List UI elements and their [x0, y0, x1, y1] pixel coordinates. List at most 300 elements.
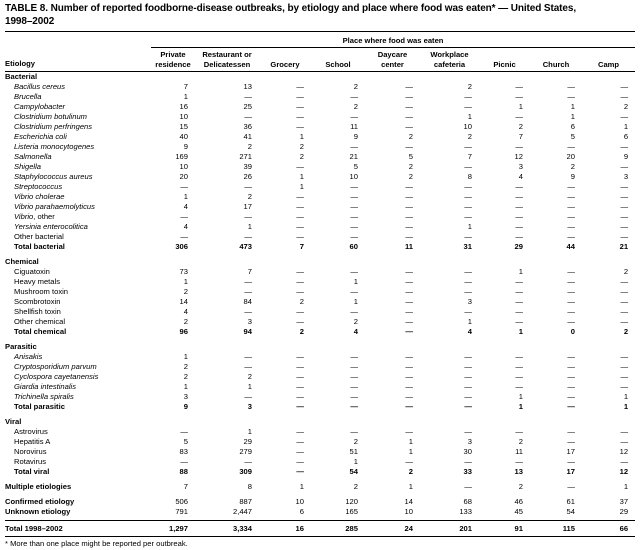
- column-header-line2: cafeteria: [433, 59, 466, 69]
- etiology-label: [5, 427, 151, 437]
- etiology-label: [5, 172, 151, 182]
- value-cell: 60: [349, 242, 358, 251]
- value-cell: 51: [349, 447, 358, 456]
- value-cell: 1: [570, 102, 575, 111]
- etiology-name: Trichinella spiralis: [14, 392, 74, 401]
- value-cell: 2: [623, 102, 629, 111]
- value-cell: 1: [299, 182, 304, 191]
- value-cell: —: [244, 392, 252, 401]
- value-cell: —: [296, 307, 304, 316]
- value-cell: 1,297: [151, 521, 195, 537]
- value-cell: 169: [175, 152, 188, 161]
- etiology-name: Ciguatoxin: [14, 267, 50, 276]
- value-cell: —: [464, 232, 472, 241]
- value-cell: 1: [183, 92, 188, 101]
- value-cell: —: [296, 437, 304, 446]
- value-cell: —: [464, 142, 472, 151]
- column-header-private-residence: [151, 48, 195, 72]
- value-cell: —: [405, 102, 413, 111]
- value-cell: —: [296, 402, 304, 411]
- value-cell: —: [567, 402, 575, 411]
- value-cell: 1: [408, 482, 413, 491]
- value-cell: 3,334: [195, 521, 259, 537]
- column-header-line2: residence: [155, 59, 191, 69]
- value-cell: —: [296, 277, 304, 286]
- value-cell: —: [620, 142, 629, 151]
- value-cell: —: [515, 287, 523, 296]
- value-cell: —: [296, 352, 304, 361]
- value-cell: —: [620, 92, 629, 101]
- etiology-name: Heavy metals: [14, 277, 61, 286]
- row-streptococcus: [5, 182, 635, 192]
- value-cell: 11: [404, 242, 413, 251]
- etiology-name: Vibrio: [14, 212, 34, 221]
- value-cell: 16: [259, 521, 311, 537]
- span-header-row: [5, 32, 635, 48]
- row-mushroom-toxin: [5, 287, 635, 297]
- value-cell: 3: [247, 317, 252, 326]
- value-cell: —: [620, 277, 629, 286]
- value-cell: —: [567, 372, 575, 381]
- value-cell: —: [296, 362, 304, 371]
- value-cell: 91: [479, 521, 530, 537]
- value-cell: 9: [623, 152, 629, 161]
- etiology-label: [5, 112, 151, 122]
- row-confirmed-etiology: [5, 492, 635, 507]
- row-yersinia-enterocolitica: [5, 222, 635, 232]
- value-cell: 1: [183, 192, 188, 201]
- row-total-chemical: [5, 327, 635, 337]
- value-cell: —: [244, 112, 252, 121]
- value-cell: —: [620, 212, 629, 221]
- etiology-label: [5, 102, 151, 112]
- value-cell: —: [620, 352, 629, 361]
- value-cell: —: [405, 122, 413, 131]
- value-cell: 2: [353, 437, 358, 446]
- row-ciguatoxin: [5, 267, 635, 277]
- value-cell: 133: [459, 507, 472, 516]
- value-cell: —: [296, 192, 304, 201]
- etiology-label: [5, 152, 151, 162]
- value-cell: 3: [183, 392, 188, 401]
- value-cell: 54: [349, 467, 358, 476]
- value-cell: 14: [179, 297, 188, 306]
- value-cell: 2: [408, 162, 413, 171]
- value-cell: 1: [518, 327, 523, 336]
- value-cell: 66: [582, 521, 635, 537]
- value-cell: 2: [623, 267, 629, 276]
- value-cell: 46: [514, 497, 523, 506]
- value-cell: —: [405, 327, 413, 336]
- etiology-name: Cryptosporidium parvum: [14, 362, 97, 371]
- etiology-label: [5, 457, 151, 467]
- value-cell: —: [515, 212, 523, 221]
- etiology-label: [5, 362, 151, 372]
- etiology-label: [5, 521, 151, 537]
- value-cell: 2: [247, 142, 252, 151]
- value-cell: —: [620, 427, 629, 436]
- value-cell: 9: [183, 402, 188, 411]
- value-cell: —: [464, 427, 472, 436]
- value-cell: —: [620, 362, 629, 371]
- value-cell: 94: [243, 327, 252, 336]
- value-cell: 4: [353, 327, 358, 336]
- value-cell: —: [464, 182, 472, 191]
- value-cell: —: [350, 287, 358, 296]
- value-cell: 13: [514, 467, 523, 476]
- row-multiple-etiologies: [5, 477, 635, 492]
- value-cell: 1: [353, 457, 358, 466]
- value-cell: 29: [243, 437, 252, 446]
- table-head: [5, 32, 635, 72]
- value-cell: —: [350, 222, 358, 231]
- value-cell: 2: [183, 362, 188, 371]
- etiology-name: Vibrio cholerae: [14, 192, 65, 201]
- value-cell: —: [405, 267, 413, 276]
- value-cell: —: [296, 82, 304, 91]
- value-cell: 10: [349, 172, 358, 181]
- value-cell: —: [296, 447, 304, 456]
- value-cell: —: [350, 202, 358, 211]
- value-cell: —: [350, 382, 358, 391]
- value-cell: —: [244, 212, 252, 221]
- etiology-label: [5, 447, 151, 457]
- value-cell: 2: [183, 317, 188, 326]
- value-cell: 4: [183, 307, 188, 316]
- etiology-label: [5, 327, 151, 337]
- etiology-name: Confirmed etiology: [5, 497, 75, 506]
- etiology-label: [5, 267, 151, 277]
- value-cell: —: [464, 192, 472, 201]
- value-cell: —: [567, 297, 575, 306]
- value-cell: —: [405, 362, 413, 371]
- etiology-name-suffix: , other: [33, 212, 55, 221]
- value-cell: 1: [467, 222, 472, 231]
- value-cell: —: [180, 457, 188, 466]
- value-cell: 4: [518, 172, 523, 181]
- column-header-daycare-center: [365, 48, 420, 72]
- row-heavy-metals: [5, 277, 635, 287]
- value-cell: 309: [239, 467, 252, 476]
- value-cell: —: [405, 112, 413, 121]
- value-cell: —: [296, 287, 304, 296]
- value-cell: 1: [408, 437, 413, 446]
- value-cell: 33: [463, 467, 472, 476]
- value-cell: —: [296, 102, 304, 111]
- value-cell: 5: [570, 132, 575, 141]
- value-cell: 84: [243, 297, 252, 306]
- value-cell: 1: [183, 382, 188, 391]
- value-cell: —: [620, 222, 629, 231]
- value-cell: —: [620, 232, 629, 241]
- column-header-line2: Picnic: [493, 59, 516, 69]
- value-cell: —: [515, 317, 523, 326]
- column-header-grocery: [259, 48, 311, 72]
- value-cell: 791: [175, 507, 188, 516]
- value-cell: 1: [623, 122, 629, 131]
- etiology-name: Rotavirus: [14, 457, 47, 466]
- value-cell: —: [405, 352, 413, 361]
- value-cell: 165: [345, 507, 358, 516]
- value-cell: 2: [299, 297, 304, 306]
- column-header-church: [530, 48, 582, 72]
- etiology-label: [5, 297, 151, 307]
- row-hepatitis-a: [5, 437, 635, 447]
- value-cell: 0: [570, 327, 575, 336]
- etiology-label: [5, 232, 151, 242]
- value-cell: 17: [566, 467, 575, 476]
- value-cell: 285: [311, 521, 365, 537]
- value-cell: 29: [514, 242, 523, 251]
- value-cell: 21: [349, 152, 358, 161]
- value-cell: —: [567, 437, 575, 446]
- value-cell: 1: [247, 427, 252, 436]
- value-cell: 2,447: [232, 507, 252, 516]
- value-cell: —: [620, 192, 629, 201]
- value-cell: 7: [183, 482, 188, 491]
- value-cell: 73: [179, 267, 188, 276]
- column-header-restaurant-or-delicatessen: [195, 48, 259, 72]
- value-cell: 2: [299, 152, 304, 161]
- etiology-label: [5, 277, 151, 287]
- value-cell: —: [567, 202, 575, 211]
- column-header-line2: Delicatessen: [203, 59, 251, 69]
- value-cell: —: [296, 427, 304, 436]
- value-cell: —: [515, 142, 523, 151]
- etiology-label: [5, 477, 151, 492]
- etiology-label: [5, 317, 151, 327]
- value-cell: —: [244, 182, 252, 191]
- value-cell: —: [405, 232, 413, 241]
- etiology-name: Clostridium perfringens: [14, 122, 93, 131]
- value-cell: —: [464, 307, 472, 316]
- value-cell: —: [567, 142, 575, 151]
- value-cell: 12: [619, 467, 629, 476]
- etiology-name: Cyclospora cayetanensis: [14, 372, 99, 381]
- value-cell: 54: [566, 507, 575, 516]
- value-cell: —: [296, 392, 304, 401]
- value-cell: —: [620, 382, 629, 391]
- value-cell: 5: [353, 162, 358, 171]
- value-cell: —: [567, 82, 575, 91]
- value-cell: —: [620, 317, 629, 326]
- value-cell: —: [515, 92, 523, 101]
- etiology-name: Total 1998–2002: [5, 523, 63, 533]
- value-cell: —: [405, 287, 413, 296]
- value-cell: —: [244, 352, 252, 361]
- value-cell: —: [515, 202, 523, 211]
- value-cell: 1: [353, 277, 358, 286]
- column-header-line2: Grocery: [270, 59, 300, 69]
- value-cell: 21: [619, 242, 629, 251]
- value-cell: 88: [179, 467, 188, 476]
- etiology-name: Norovirus: [14, 447, 47, 456]
- row-campylobacter: [5, 102, 635, 112]
- value-cell: 4: [467, 327, 472, 336]
- value-cell: —: [464, 382, 472, 391]
- column-header-line2: Camp: [597, 59, 620, 69]
- value-cell: 10: [463, 122, 472, 131]
- etiology-label: [5, 122, 151, 132]
- value-cell: —: [405, 307, 413, 316]
- row-other-bacterial: [5, 232, 635, 242]
- place-span-header: Place where food was eaten: [151, 32, 635, 48]
- value-cell: 9: [570, 172, 575, 181]
- value-cell: —: [350, 92, 358, 101]
- value-cell: —: [515, 382, 523, 391]
- etiology-label: [5, 142, 151, 152]
- etiology-label: [5, 507, 151, 521]
- column-header-line2: School: [325, 59, 351, 69]
- etiology-name: Clostridium botulinum: [14, 112, 88, 121]
- value-cell: —: [464, 372, 472, 381]
- etiology-label: [5, 287, 151, 297]
- value-cell: —: [244, 92, 252, 101]
- value-cell: —: [296, 317, 304, 326]
- etiology-name: Vibrio parahaemolyticus: [14, 202, 95, 211]
- value-cell: —: [567, 267, 575, 276]
- value-cell: 25: [243, 102, 252, 111]
- value-cell: —: [567, 222, 575, 231]
- value-cell: 1: [570, 112, 575, 121]
- value-cell: —: [620, 297, 629, 306]
- value-cell: 7: [299, 242, 304, 251]
- value-cell: —: [620, 457, 629, 466]
- table-title: [5, 3, 635, 28]
- etiology-name: Other chemical: [14, 317, 66, 326]
- value-cell: 5: [408, 152, 413, 161]
- etiology-label: [5, 392, 151, 402]
- etiology-name: Streptococcus: [14, 182, 63, 191]
- value-cell: —: [567, 182, 575, 191]
- etiology-name: Astrovirus: [14, 427, 48, 436]
- value-cell: —: [464, 92, 472, 101]
- value-cell: —: [350, 142, 358, 151]
- value-cell: —: [296, 222, 304, 231]
- row-norovirus: [5, 447, 635, 457]
- value-cell: 201: [420, 521, 479, 537]
- value-cell: 36: [243, 122, 252, 131]
- value-cell: 40: [179, 132, 188, 141]
- value-cell: 13: [243, 82, 252, 91]
- value-cell: 1: [623, 482, 629, 491]
- value-cell: 61: [566, 497, 575, 506]
- value-cell: 1: [518, 267, 523, 276]
- etiology-label: [5, 372, 151, 382]
- value-cell: 26: [243, 172, 252, 181]
- row-cyclospora-cayetanensis: [5, 372, 635, 382]
- value-cell: 7: [467, 152, 472, 161]
- value-cell: —: [464, 212, 472, 221]
- value-cell: 41: [243, 132, 252, 141]
- value-cell: —: [567, 317, 575, 326]
- value-cell: 12: [514, 152, 523, 161]
- value-cell: 9: [353, 132, 358, 141]
- value-cell: —: [296, 382, 304, 391]
- row-vibrio-other: [5, 212, 635, 222]
- value-cell: 2: [408, 172, 413, 181]
- value-cell: —: [180, 232, 188, 241]
- value-cell: 30: [463, 447, 472, 456]
- section-header-label: Bacterial: [5, 72, 38, 81]
- value-cell: —: [350, 352, 358, 361]
- column-header-camp: [582, 48, 635, 72]
- row-giardia-intestinalis: [5, 382, 635, 392]
- value-cell: 4: [183, 222, 188, 231]
- value-cell: 120: [345, 497, 358, 506]
- value-cell: —: [405, 212, 413, 221]
- value-cell: —: [515, 297, 523, 306]
- value-cell: —: [296, 467, 304, 476]
- etiology-name: Listeria monocytogenes: [14, 142, 95, 151]
- etiology-name: Salmonella: [14, 152, 52, 161]
- value-cell: 6: [570, 122, 575, 131]
- row-bacillus-cereus: [5, 82, 635, 92]
- value-cell: —: [244, 232, 252, 241]
- value-cell: 10: [404, 507, 413, 516]
- etiology-label: [5, 92, 151, 102]
- value-cell: 20: [566, 152, 575, 161]
- etiology-name: Giardia intestinalis: [14, 382, 77, 391]
- column-header-line2: Church: [542, 59, 570, 69]
- value-cell: —: [244, 457, 252, 466]
- value-cell: —: [515, 427, 523, 436]
- etiology-name: Shigella: [14, 162, 42, 171]
- value-cell: 1: [299, 132, 304, 141]
- value-cell: 1: [299, 172, 304, 181]
- value-cell: —: [405, 92, 413, 101]
- section-header-label: Viral: [5, 417, 22, 426]
- value-cell: —: [244, 362, 252, 371]
- etiology-name: Total viral: [14, 467, 50, 476]
- etiology-label: [5, 82, 151, 92]
- value-cell: 24: [365, 521, 420, 537]
- value-cell: —: [244, 307, 252, 316]
- value-cell: 7: [247, 267, 252, 276]
- row-shellfish-toxin: [5, 307, 635, 317]
- section-header-bacterial: [5, 72, 635, 83]
- value-cell: 2: [353, 482, 358, 491]
- value-cell: 10: [179, 162, 188, 171]
- value-cell: —: [464, 392, 472, 401]
- value-cell: —: [296, 202, 304, 211]
- etiology-label: [5, 467, 151, 477]
- etiology-name: Mushroom toxin: [14, 287, 69, 296]
- value-cell: —: [464, 362, 472, 371]
- value-cell: —: [405, 297, 413, 306]
- row-cryptosporidium-parvum: [5, 362, 635, 372]
- value-cell: 68: [463, 497, 472, 506]
- value-cell: 2: [247, 192, 252, 201]
- value-cell: —: [464, 162, 472, 171]
- etiology-label: [5, 132, 151, 142]
- value-cell: —: [464, 287, 472, 296]
- etiology-label: [5, 212, 151, 222]
- value-cell: 14: [404, 497, 413, 506]
- value-cell: —: [464, 202, 472, 211]
- value-cell: 11: [515, 447, 523, 456]
- value-cell: 2: [353, 102, 358, 111]
- etiology-label: [5, 402, 151, 412]
- column-header-picnic: [479, 48, 530, 72]
- row-rotavirus: [5, 457, 635, 467]
- value-cell: —: [405, 277, 413, 286]
- value-cell: —: [350, 232, 358, 241]
- value-cell: 12: [619, 447, 629, 456]
- value-cell: —: [405, 192, 413, 201]
- value-cell: 45: [514, 507, 523, 516]
- column-header-line2: center: [381, 59, 404, 69]
